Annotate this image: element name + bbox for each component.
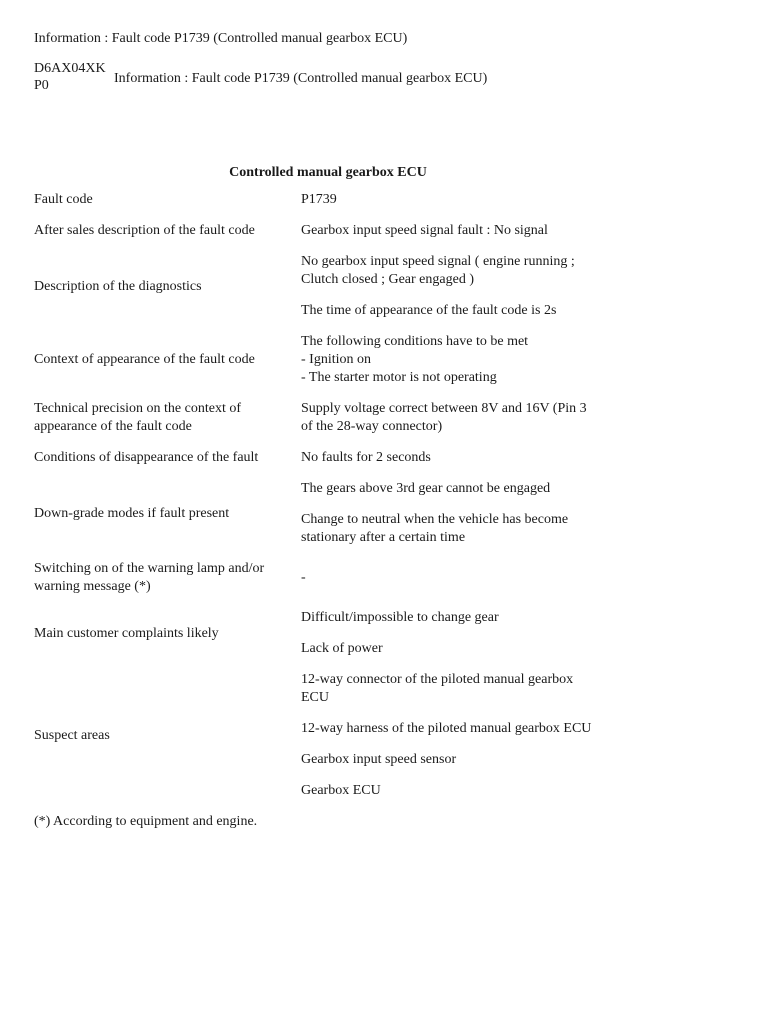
row-label-line: Description of the diagnostics: [34, 278, 202, 294]
row-value: [301, 777, 626, 808]
table-row: [34, 555, 634, 604]
row-value: [301, 186, 626, 217]
row-label-line: Down-grade modes if fault present: [34, 505, 230, 521]
document-code-line1: D6AX04XK: [34, 61, 106, 76]
row-value-line: P1739: [301, 192, 337, 207]
row-label: [34, 273, 301, 304]
row-value-line: ECU: [301, 690, 329, 705]
table-row: [34, 475, 634, 555]
row-label: [34, 395, 301, 444]
row-value-line: 12-way harness of the piloted manual gearbox ECU: [301, 721, 592, 736]
row-values: [301, 604, 626, 666]
table-row: [34, 444, 634, 475]
row-value-line: The gears above 3rd gear cannot be engaged: [301, 481, 551, 496]
row-value: [301, 715, 626, 746]
row-value-line: Gearbox input speed sensor: [301, 752, 457, 767]
row-value-line: stationary after a certain time: [301, 530, 466, 545]
row-label: [34, 722, 301, 753]
row-label-line: Context of appearance of the fault code: [34, 352, 255, 367]
table-row: [34, 186, 634, 217]
table-row: [34, 248, 634, 328]
row-label-line: warning message (*): [34, 579, 151, 594]
row-value: [301, 746, 626, 777]
row-values: [301, 395, 626, 444]
row-value-line: Gearbox ECU: [301, 783, 381, 798]
row-value: [301, 666, 626, 715]
row-value-line: -: [301, 570, 306, 585]
row-values: [301, 328, 626, 395]
row-values: [301, 248, 626, 328]
table-row: [34, 604, 634, 666]
row-value: [301, 217, 626, 248]
row-values: [301, 666, 626, 808]
row-value-line: The time of appearance of the fault code is 2s: [301, 303, 557, 318]
row-value: [301, 635, 626, 666]
row-value-line: Clutch closed ; Gear engaged ): [301, 272, 474, 287]
table-title: Controlled manual gearbox ECU: [229, 165, 427, 180]
code-info-line: Information : Fault code P1739 (Controlled manual gearbox ECU): [114, 71, 488, 86]
row-values: [301, 217, 626, 248]
row-label-line: Conditions of disappearance of the fault: [34, 450, 259, 465]
row-value-line: of the 28-way connector): [301, 419, 443, 434]
row-label-line: Main customer complaints likely: [34, 625, 219, 641]
row-values: [301, 564, 626, 595]
row-values: [301, 186, 626, 217]
row-value-line: - The starter motor is not operating: [301, 370, 497, 385]
table-row: [34, 666, 634, 808]
row-label: [34, 444, 301, 475]
row-value-line: Change to neutral when the vehicle has become: [301, 512, 569, 527]
row-label-line: Technical precision on the context of: [34, 401, 241, 416]
row-value: [301, 328, 626, 395]
row-value: [301, 564, 626, 595]
row-value: [301, 444, 626, 475]
table-row: [34, 328, 634, 395]
row-label-line: Suspect areas: [34, 727, 110, 743]
info-line: Information : Fault code P1739 (Controlled manual gearbox ECU): [34, 31, 408, 46]
row-label: [34, 346, 301, 377]
row-value-line: The following conditions have to be met: [301, 334, 529, 349]
row-value: [301, 297, 626, 328]
table-row: [34, 217, 634, 248]
row-value: [301, 604, 626, 635]
row-value: [301, 506, 626, 555]
row-value-line: No faults for 2 seconds: [301, 450, 431, 465]
row-label: [34, 620, 301, 651]
row-value-line: Supply voltage correct between 8V and 16V (Pin 3: [301, 401, 587, 416]
row-label-line: Fault code: [34, 192, 93, 207]
row-values: [301, 475, 626, 555]
row-label: [34, 555, 301, 604]
row-value: [301, 395, 626, 444]
row-label-line: appearance of the fault code: [34, 419, 192, 434]
row-label: [34, 500, 301, 531]
row-label: [34, 186, 301, 217]
row-label-line: After sales description of the fault code: [34, 223, 255, 238]
document-code-line2: P0: [34, 78, 49, 93]
row-value-line: - Ignition on: [301, 352, 371, 367]
row-value-line: Difficult/impossible to change gear: [301, 610, 499, 625]
row-value-line: 12-way connector of the piloted manual gearbox: [301, 672, 574, 687]
row-values: [301, 444, 626, 475]
row-value: [301, 475, 626, 506]
row-value: [301, 248, 626, 297]
row-value-line: No gearbox input speed signal ( engine running ;: [301, 254, 575, 269]
footnote: (*) According to equipment and engine.: [34, 814, 258, 829]
table-row: [34, 395, 634, 444]
document-code: [34, 60, 114, 94]
row-label-line: Switching on of the warning lamp and/or: [34, 561, 265, 576]
row-value-line: Gearbox input speed signal fault : No signal: [301, 223, 548, 238]
fault-table: [34, 186, 634, 808]
row-value-line: Lack of power: [301, 641, 383, 656]
row-label: [34, 217, 301, 248]
